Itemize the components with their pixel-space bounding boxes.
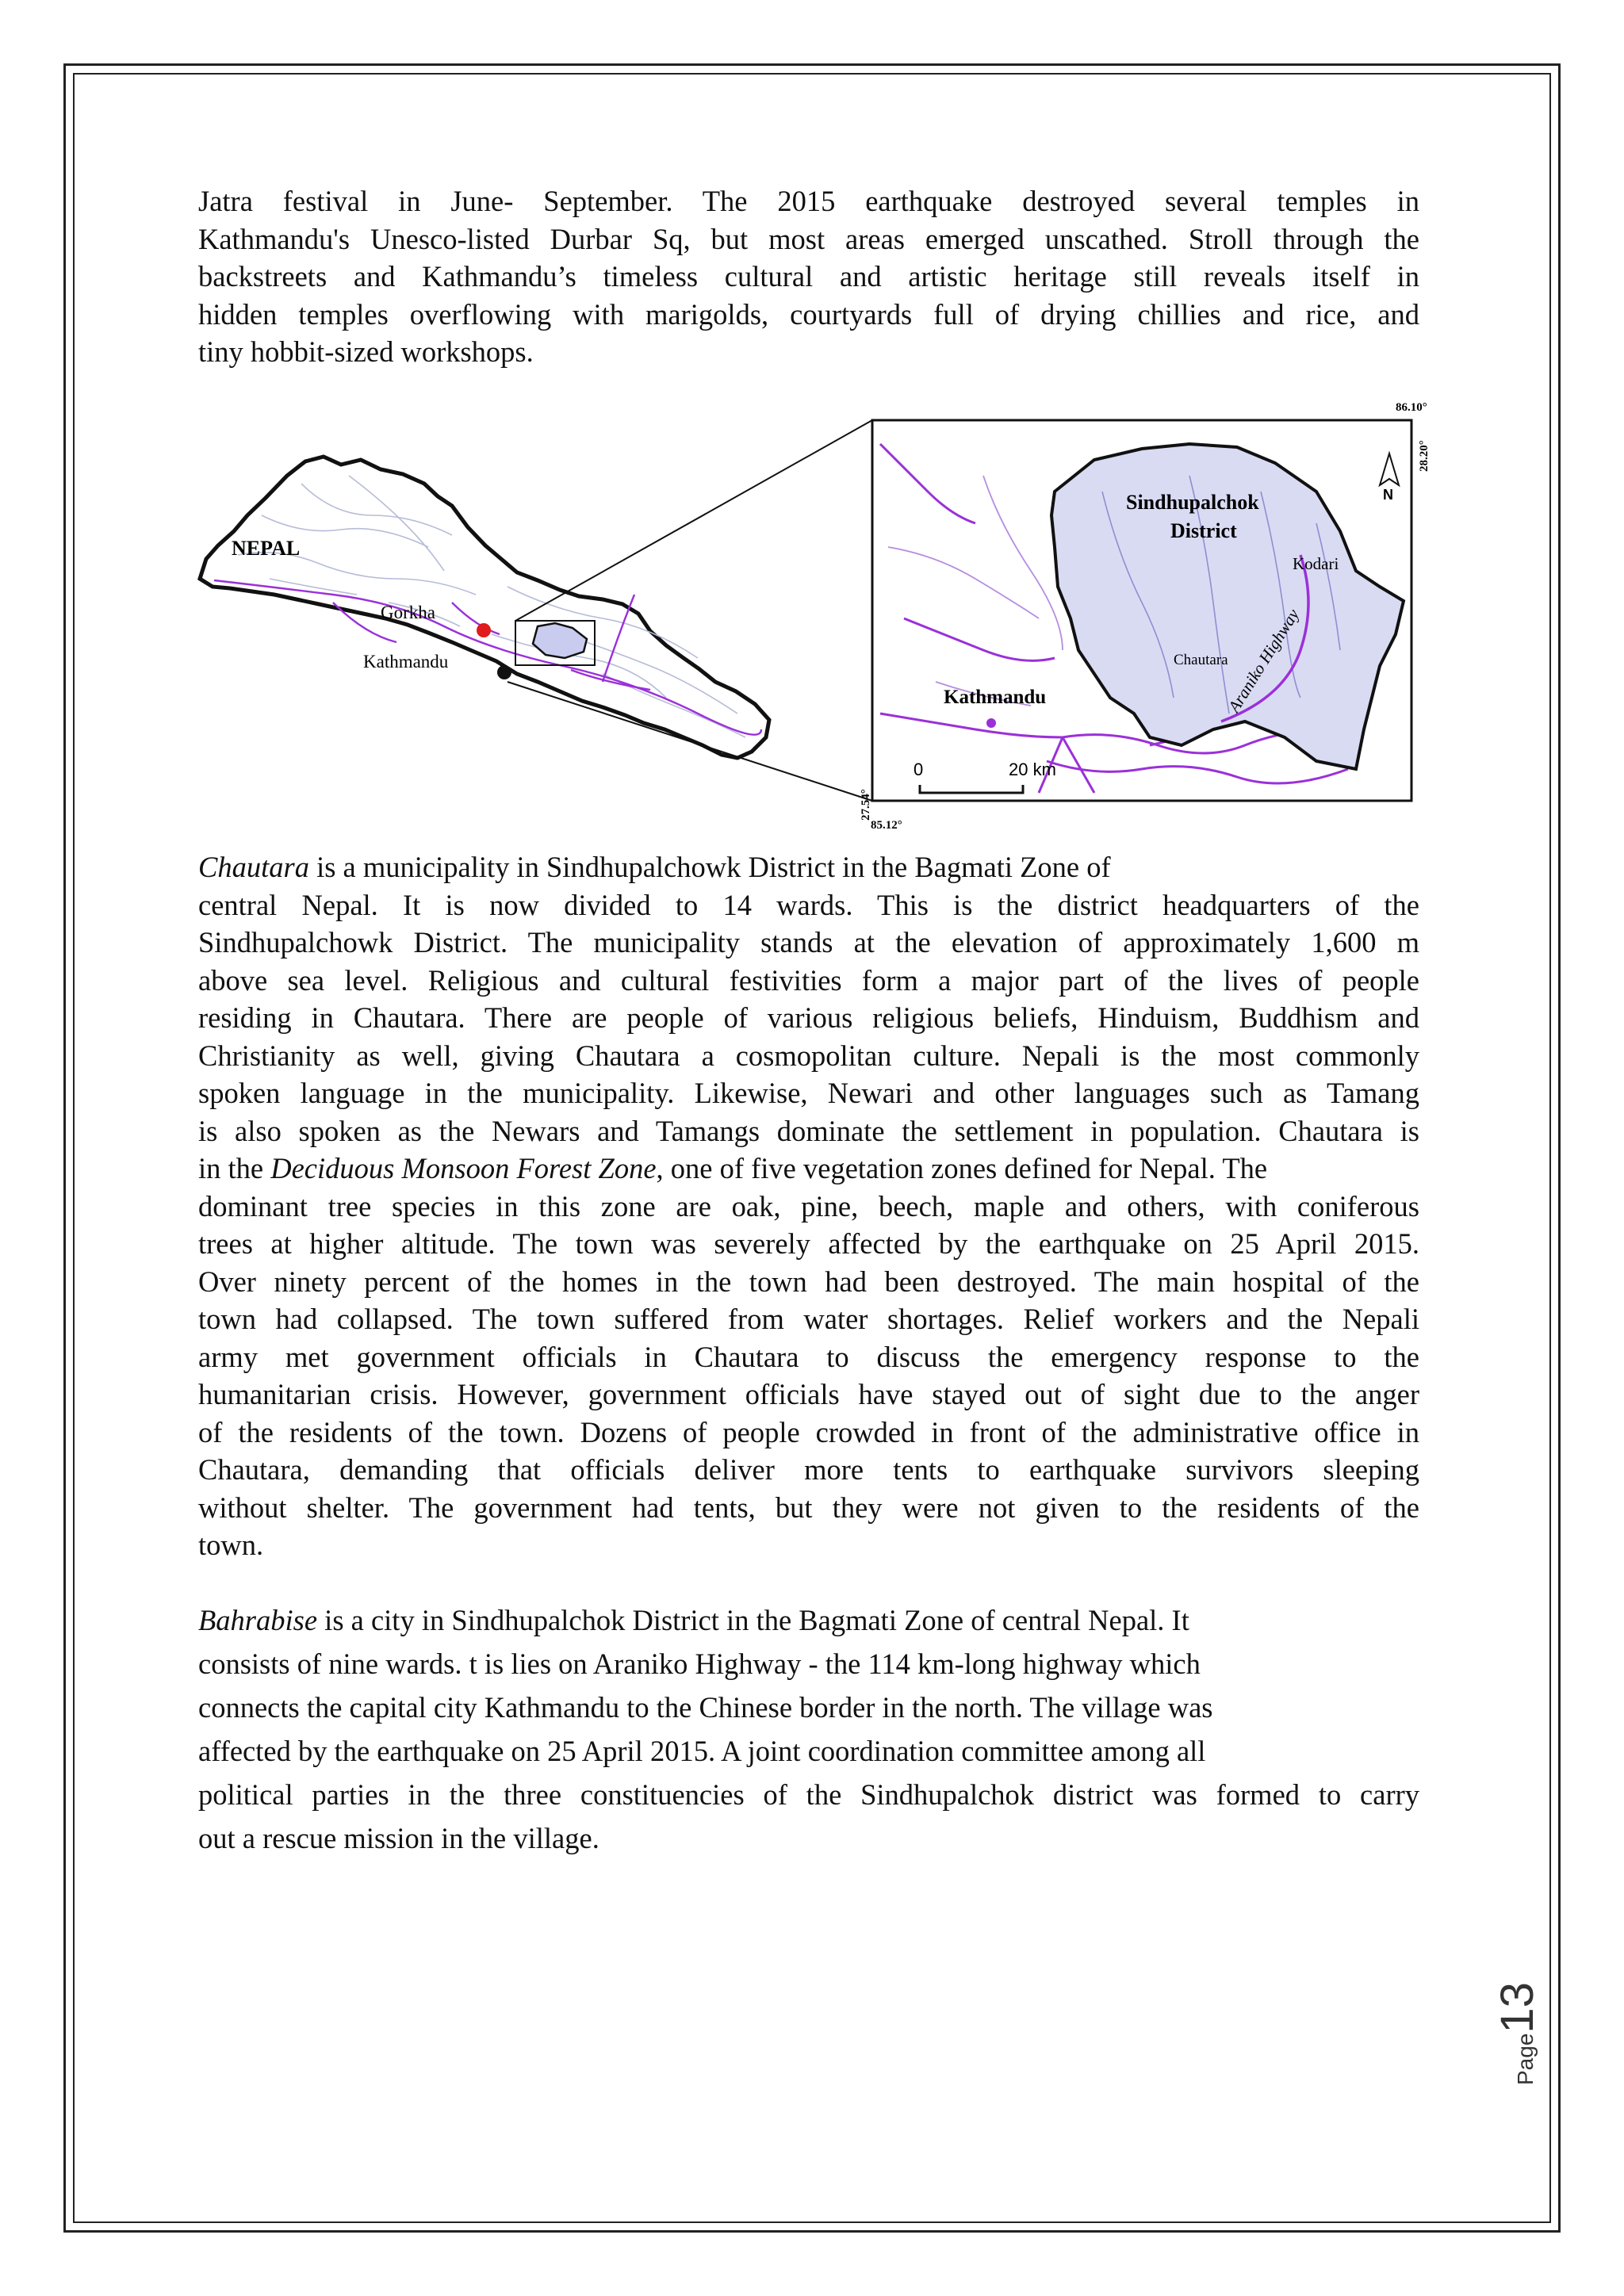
- chautara-line: is also spoken as the Newars and Tamangs dominate the settlement in population. Chautara is: [198, 1114, 1419, 1147]
- chautara-line: Over ninety percent of the homes in the town had been destroyed. The main hospital of the: [198, 1265, 1419, 1298]
- chautara-line: Christianity as well, giving Chautara a cosmopolitan culture. Nepali is the most commonly: [198, 1039, 1419, 1072]
- kathmandu-marker: [497, 665, 511, 679]
- chautara-line: central Nepal. It is now divided to 14 wards. This is the district headquarters of the: [198, 888, 1419, 921]
- chautara-zone-line: [198, 1150, 1419, 1188]
- zone-suffix: , one of five vegetation zones defined for Nepal. The: [656, 1152, 1268, 1184]
- chautara-line: Chautara, demanding that officials deliver more tents to earthquake survivors sleeping: [198, 1453, 1419, 1486]
- kathmandu-label: Kathmandu: [363, 652, 449, 672]
- gorkha-marker: [477, 623, 491, 637]
- bahrabise-line: consists of nine wards. t is lies on Araniko Highway - the 114 km-long highway which: [198, 1647, 1201, 1680]
- chautara-map-label: Chautara: [1174, 652, 1228, 668]
- chautara-line: trees at higher altitude. The town was severely affected by the earthquake on 25 April 2015.: [198, 1227, 1419, 1260]
- chautara-line: town had collapsed. The town suffered from water shortages. Relief workers and the Nepali: [198, 1303, 1419, 1335]
- chautara-line: above sea level. Religious and cultural festivities form a major part of the lives of people: [198, 963, 1419, 997]
- zone-prefix: in the: [198, 1152, 271, 1184]
- bahrabise-line: affected by the earthquake on 25 April 2015. A joint coordination committee among all: [198, 1735, 1206, 1767]
- inset-kathmandu-marker: [986, 718, 996, 728]
- bahrabise-paragraph: [198, 1598, 1419, 1860]
- scale-km: 20 km: [1009, 760, 1056, 779]
- chautara-line: of the residents of the town. Dozens of people crowded in front of the administrative office in: [198, 1415, 1419, 1448]
- intro-line: hidden temples overflowing with marigolds, courtyards full of drying chillies and rice, and: [198, 297, 1419, 331]
- inset-kathmandu-label: Kathmandu: [944, 687, 1047, 708]
- page-number: [1491, 1966, 1554, 2093]
- intro-line: Kathmandu's Unesco-listed Durbar Sq, but most areas emerged unscathed. Stroll through the: [198, 222, 1419, 255]
- gorkha-label: Gorkha: [381, 603, 435, 622]
- intro-paragraph: [198, 182, 1419, 371]
- chautara-first-line-rest: is a municipality in Sindhupalchowk District in the Bagmati Zone of: [308, 851, 1111, 883]
- bahrabise-first-line: [198, 1598, 1419, 1642]
- coord-bottom: 85.12°: [871, 819, 902, 832]
- bahrabise-first-line-rest: is a city in Sindhupalchok District in the Bagmati Zone of central Nepal. It: [317, 1604, 1189, 1636]
- page-number-text: [1491, 1982, 1544, 2085]
- highway-label: Araniko Highway: [1224, 605, 1304, 716]
- chautara-line: Sindhupalchowk District. The municipality stands at the elevation of approximately 1,600 m: [198, 926, 1419, 959]
- north-label: N: [1383, 487, 1393, 503]
- bahrabise-line: connects the capital city Kathmandu to the Chinese border in the north. The village was: [198, 1691, 1213, 1724]
- intro-line: backstreets and Kathmandu’s timeless cultural and artistic heritage still reveals itself in: [198, 260, 1419, 293]
- district-label-2: District: [1170, 519, 1237, 542]
- coord-left: 27.54°: [860, 789, 872, 821]
- page-word: Page: [1513, 2033, 1538, 2085]
- page-digit: 13: [1492, 1982, 1543, 2034]
- bahrabise-line: political parties in the three constituencies of the Sindhupalchok district was formed to carry: [198, 1778, 1419, 1811]
- intro-line: tiny hobbit-sized workshops.: [198, 335, 534, 368]
- chautara-line: without shelter. The government had tents, but they were not given to the residents of the: [198, 1490, 1419, 1524]
- kodari-label: Kodari: [1293, 554, 1339, 573]
- chautara-line: spoken language in the municipality. Likewise, Newari and other languages such as Tamang: [198, 1077, 1419, 1109]
- nepal-outline: [200, 457, 769, 758]
- sindhupalchok-location-map: [190, 396, 1491, 832]
- coord-top: 86.10°: [1396, 401, 1427, 414]
- chautara-first-line: [198, 848, 1419, 886]
- chautara-line: dominant tree species in this zone are oak, pine, beech, maple and others, with coniferous: [198, 1189, 1419, 1223]
- chautara-line: residing in Chautara. There are people of various religious beliefs, Hinduism, Buddhism and: [198, 1001, 1419, 1034]
- chautara-paragraph: [198, 848, 1419, 1564]
- bahrabise-line: out a rescue mission in the village.: [198, 1822, 599, 1854]
- chautara-line: humanitarian crisis. However, government officials have stayed out of sight due to the anger: [198, 1378, 1419, 1410]
- connector-top: [515, 420, 872, 621]
- chautara-line: army met government officials in Chautara to discuss the emergency response to the: [198, 1340, 1419, 1373]
- scale-zero: 0: [914, 760, 924, 779]
- zone-term: Deciduous Monsoon Forest Zone: [270, 1152, 657, 1184]
- nepal-label: NEPAL: [232, 537, 301, 560]
- chautara-line: town.: [198, 1529, 264, 1561]
- district-label-1: Sindhupalchok: [1126, 491, 1259, 514]
- bahrabise-term: Bahrabise: [198, 1604, 318, 1636]
- coord-right: 28.20°: [1418, 440, 1431, 472]
- chautara-term: Chautara: [198, 851, 309, 883]
- map-figure: [190, 396, 1491, 832]
- intro-line: Jatra festival in June- September. The 2015 earthquake destroyed several temples in: [198, 185, 1419, 217]
